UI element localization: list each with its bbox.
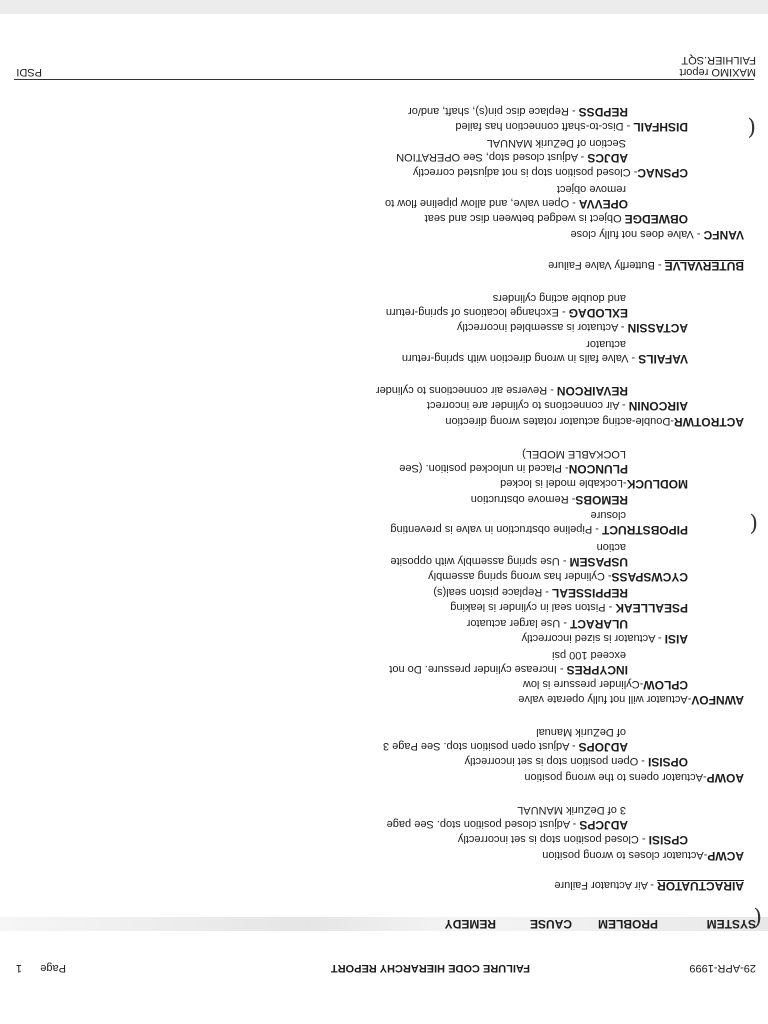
failure-description: - Increase cylinder pressure. Do not bbox=[389, 663, 567, 675]
failure-code: ACTROTWR bbox=[674, 415, 744, 429]
continuation-line bbox=[557, 182, 626, 195]
binding-hole-mark: ( bbox=[749, 511, 758, 536]
footer-psdi: PSDI bbox=[16, 66, 42, 78]
column-problem: PROBLEM bbox=[598, 917, 658, 931]
failure-code-line bbox=[389, 662, 628, 676]
failure-code: INCYPRES bbox=[566, 663, 628, 677]
failure-code: REPDSS bbox=[578, 105, 628, 119]
failure-description: - Adjust closed stop, See OPERATION bbox=[396, 151, 588, 163]
failure-code-line bbox=[445, 414, 744, 428]
failure-description: - Adjust open position stop. See Page 3 bbox=[382, 740, 579, 752]
failure-description: 3 of DeZurik MANUAL bbox=[517, 804, 626, 816]
failure-code: EXLODAG bbox=[568, 306, 628, 320]
continuation-line bbox=[522, 447, 626, 460]
failure-code: AIRCONIN bbox=[628, 399, 688, 413]
failure-description: - Closed position stop is set incorrectly bbox=[457, 833, 649, 845]
failure-description: Object is wedged between disc and seat bbox=[424, 212, 625, 224]
failure-description: - Closed position stop is not adjusted correctly bbox=[412, 166, 638, 178]
failure-code-line bbox=[500, 476, 688, 490]
failure-code-line bbox=[554, 878, 744, 892]
failure-code: DISHFAIL bbox=[633, 120, 688, 134]
failure-code-line bbox=[548, 258, 744, 272]
failure-code-line bbox=[428, 569, 688, 583]
failure-description: of DeZurik Manual bbox=[536, 726, 626, 738]
failure-description: remove object bbox=[556, 183, 626, 195]
failure-description: -Actuator opens to the wrong position bbox=[524, 771, 707, 783]
failure-code: VANFC bbox=[703, 228, 744, 242]
failure-code: CPSISI bbox=[648, 833, 688, 847]
failure-description: - Valve does not fully close bbox=[570, 228, 704, 240]
failure-description: closure bbox=[590, 509, 626, 521]
failure-description: -Cylinder pressure is low bbox=[522, 678, 644, 690]
failure-code-line bbox=[427, 398, 688, 412]
report-date: 29-APR-1999 bbox=[689, 962, 756, 974]
failure-description: exceed 100 psi bbox=[552, 649, 626, 661]
failure-description: - Use spring assembly with opposite bbox=[390, 555, 570, 567]
failure-code: REPPISSEAL bbox=[551, 586, 628, 600]
continuation-line bbox=[536, 725, 626, 738]
failure-code-line bbox=[457, 320, 688, 334]
failure-code: OPSISI bbox=[647, 755, 688, 769]
column-cause: CAUSE bbox=[529, 917, 572, 931]
continuation-line bbox=[517, 803, 626, 816]
failure-code: CPSNAC bbox=[637, 166, 688, 180]
footer-report-name: MAXIMO report bbox=[679, 66, 756, 78]
failure-description: -Lockable model is locked bbox=[500, 477, 627, 489]
failure-description: and double acting cylinders bbox=[492, 292, 626, 304]
failure-code-line bbox=[402, 351, 688, 365]
failure-code: PIPOBSTRUCT bbox=[601, 523, 688, 537]
failure-description: - Reverse air connections to cylinder bbox=[375, 384, 557, 396]
failure-description: - Butterfly Valve Failure bbox=[548, 259, 665, 271]
failure-code: REVAIRCON bbox=[556, 384, 628, 398]
failure-code: ACWP bbox=[707, 849, 744, 863]
continuation-line bbox=[586, 337, 626, 350]
failure-code-line bbox=[455, 119, 688, 133]
failure-description: - Disc-to-shaft connection has failed bbox=[455, 120, 634, 132]
binding-hole-mark: ( bbox=[753, 905, 762, 930]
failure-code: PSEALLEAK bbox=[615, 601, 688, 615]
failure-code: ADJCPS bbox=[579, 818, 628, 832]
failure-code-line bbox=[471, 492, 628, 506]
failure-code: ACTASSIN bbox=[627, 321, 688, 335]
failure-description: - Air Actuator Failure bbox=[554, 879, 658, 891]
failure-code-line bbox=[396, 150, 628, 164]
failure-code-line bbox=[390, 522, 688, 536]
failure-description: -Actuator will not fully operate valve bbox=[518, 693, 692, 705]
failure-description: -Double-acting actuator rotates wrong direction bbox=[445, 415, 675, 427]
failure-description: - Exchange locations of spring-return bbox=[385, 306, 569, 318]
failure-code: OBWEDGE bbox=[624, 212, 688, 226]
failure-description: action bbox=[596, 541, 626, 553]
failure-code-line bbox=[467, 616, 628, 630]
failure-code-line bbox=[413, 165, 688, 179]
failure-code-line bbox=[376, 383, 628, 397]
report-title: FAILURE CODE HIERARCHY REPORT bbox=[330, 962, 530, 974]
failure-description: actuator bbox=[586, 338, 626, 350]
failure-description: - Remove obstruction bbox=[470, 493, 576, 505]
failure-code: AOWP bbox=[706, 771, 744, 785]
failure-code-line bbox=[433, 585, 628, 599]
failure-code-line bbox=[386, 305, 628, 319]
failure-code-line bbox=[399, 461, 628, 475]
failure-code: USPASEM bbox=[569, 555, 628, 569]
failure-description: - Air connections to cylinder are incorrect bbox=[426, 399, 629, 411]
failure-code-line bbox=[570, 227, 744, 241]
failure-description: - Placed in unlocked position. (See bbox=[399, 462, 569, 474]
binding-hole-mark: ( bbox=[747, 115, 756, 140]
continuation-line bbox=[487, 136, 626, 149]
failure-description: - Use larger actuator bbox=[466, 617, 570, 629]
column-remedy: REMEDY bbox=[444, 917, 496, 931]
failure-code-line bbox=[408, 104, 628, 118]
failure-description: - Replace disc pin(s), shaft, and/or bbox=[408, 105, 579, 117]
failure-description: - Actuator is assembled incorrectly bbox=[456, 321, 628, 333]
scan-edge bbox=[0, 0, 768, 14]
footer-rule bbox=[14, 79, 754, 80]
continuation-line bbox=[493, 291, 626, 304]
failure-code: BUTERVALVE bbox=[664, 259, 744, 273]
column-system: SYSTEM bbox=[706, 917, 756, 931]
failure-code: AWNFOV bbox=[691, 693, 744, 707]
failure-code: ULARACT bbox=[570, 617, 628, 631]
continuation-line bbox=[552, 648, 626, 661]
failure-code: MODLUCK bbox=[626, 477, 688, 491]
failure-description: - Replace piston seal(s) bbox=[433, 586, 552, 598]
failure-description: - Open valve, and allow pipeline flow to bbox=[385, 197, 579, 209]
failure-code: AISI bbox=[664, 632, 688, 646]
failure-code-line bbox=[425, 211, 688, 225]
page-number: 1 bbox=[15, 962, 22, 974]
failure-description: -Actuator closes to wrong position bbox=[542, 849, 708, 861]
failure-code-line bbox=[465, 754, 688, 768]
failure-code: CPLOW bbox=[643, 678, 688, 692]
failure-code-line bbox=[383, 739, 628, 753]
failure-code-line bbox=[523, 677, 688, 691]
failure-code-line bbox=[542, 848, 744, 862]
failure-code: AIRACTUATOR bbox=[657, 879, 744, 893]
failure-description: Section of DeZurik MANUAL bbox=[486, 137, 626, 149]
failure-code: OPEVVA bbox=[578, 197, 628, 211]
failure-description: - Actuator is sized incorrectly bbox=[521, 632, 665, 644]
failure-description: - Piston seal in cylinder is leaking bbox=[450, 601, 616, 613]
failure-code-line bbox=[450, 600, 688, 614]
continuation-line bbox=[591, 508, 626, 521]
failure-code: VAFAILS bbox=[638, 352, 688, 366]
failure-code-line bbox=[387, 817, 628, 831]
failure-description: - Open position stop is set incorrectly bbox=[464, 755, 648, 767]
page-label: Page bbox=[40, 962, 66, 974]
failure-description: - Pipeline obstruction in valve is preventing bbox=[390, 523, 602, 535]
failure-code-line bbox=[518, 692, 744, 706]
failure-code-line bbox=[522, 631, 688, 645]
continuation-line bbox=[597, 540, 626, 553]
failure-code-line bbox=[524, 770, 744, 784]
failure-code-line bbox=[390, 554, 628, 568]
failure-description: - Valve fails in wrong direction with spring-return bbox=[401, 352, 639, 364]
failure-code: ADJCS bbox=[587, 151, 628, 165]
failure-code: PLUNCON bbox=[568, 462, 628, 476]
failure-code: REMOBS bbox=[575, 493, 628, 507]
footer-file-name: FAILHIER.SQT bbox=[681, 54, 756, 66]
failure-description: - Cylinder has wrong spring assembly bbox=[428, 570, 612, 582]
failure-description: LOCKABLE MODEL) bbox=[522, 448, 626, 460]
failure-description: - Adjust closed position stop. See page bbox=[386, 818, 580, 830]
failure-code: ADJOPS bbox=[578, 740, 628, 754]
failure-code-line bbox=[458, 832, 688, 846]
failure-code-line bbox=[385, 196, 628, 210]
failure-code: CYCWSPASS bbox=[611, 570, 688, 584]
